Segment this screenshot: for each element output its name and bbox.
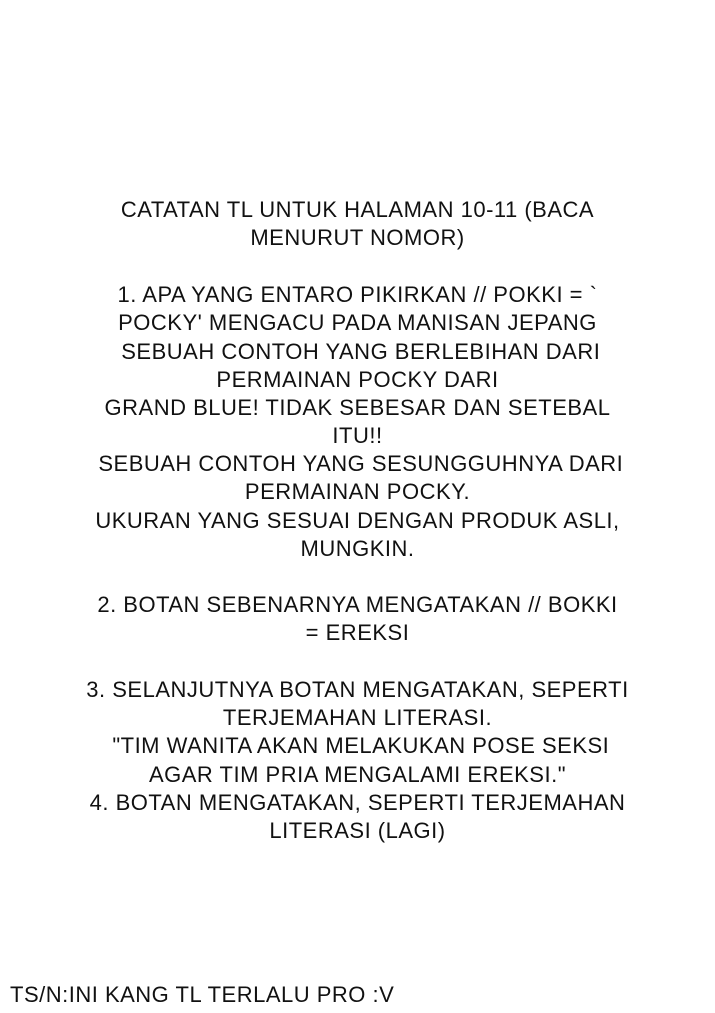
note-line: TERJEMAHAN LITERASI.: [222, 705, 493, 730]
note-line: MUNGKIN.: [300, 536, 415, 561]
note-line: GRAND BLUE! TIDAK SEBESAR DAN SETEBAL: [104, 395, 611, 420]
note-line: AGAR TIM PRIA MENGALAMI EREKSI.": [148, 762, 567, 787]
note-line: = EREKSI: [305, 620, 410, 645]
note-line: UKURAN YANG SESUAI DENGAN PRODUK ASLI,: [95, 508, 620, 533]
note-line: 3. SELANJUTNYA BOTAN MENGATAKAN, SEPERTI: [86, 677, 629, 702]
note-line: LITERASI (LAGI): [269, 818, 446, 843]
note-line: PERMAINAN POCKY.: [244, 479, 471, 504]
note-line: 2. BOTAN SEBENARNYA MENGATAKAN // BOKKI: [97, 592, 618, 617]
title-line: MENURUT NOMOR): [250, 225, 465, 250]
note-line: "TIM WANITA AKAN MELAKUKAN POSE SEKSI: [105, 733, 610, 758]
note-line: POCKY' MENGACU PADA MANISAN JEPANG: [118, 310, 597, 335]
note-line: PERMAINAN POCKY DARI: [216, 367, 499, 392]
note-line: 1. APA YANG ENTARO PIKIRKAN // POKKI = `: [117, 282, 598, 307]
footer-note: TS/N:INI KANG TL TERLALU PRO :V: [10, 982, 395, 1007]
note-line: 4. BOTAN MENGATAKAN, SEPERTI TERJEMAHAN: [89, 790, 626, 815]
note-line: ITU!!: [332, 423, 383, 448]
note-line: SEBUAH CONTOH YANG SESUNGGUHNYA DARI: [91, 451, 624, 476]
note-line: SEBUAH CONTOH YANG BERLEBIHAN DARI: [114, 339, 601, 364]
title-line: CATATAN TL UNTUK HALAMAN 10-11 (BACA: [120, 197, 595, 222]
